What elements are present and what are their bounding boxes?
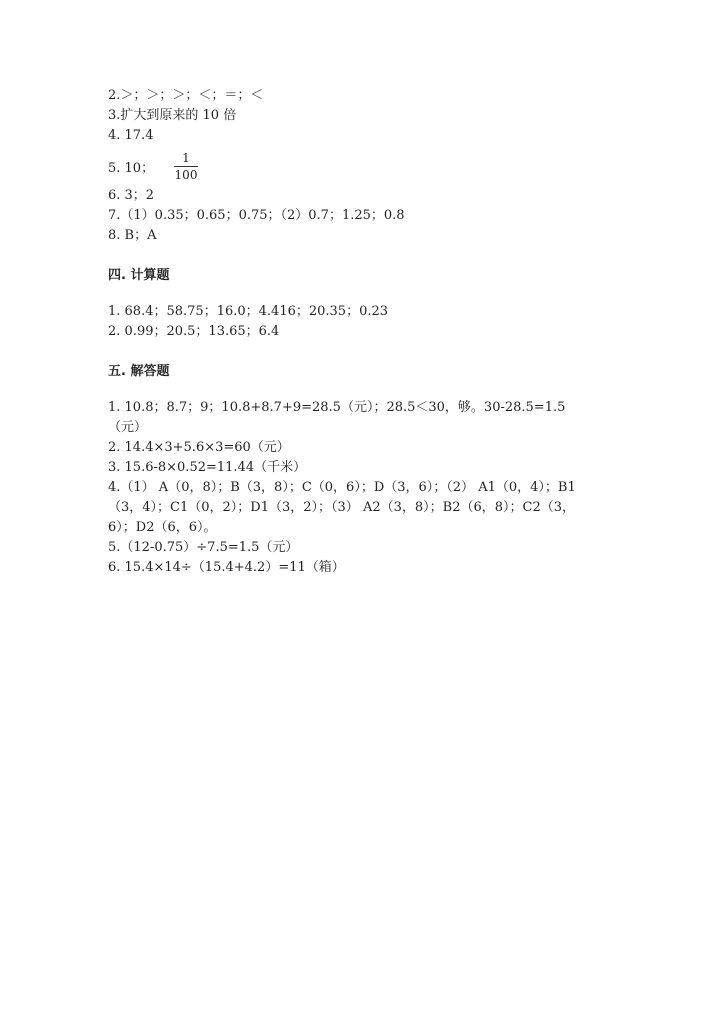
solution-item-3: 3. 15.6-8×0.52=11.44（千米） [108, 460, 307, 475]
calc-item-1: 1. 68.4；58.75；16.0；4.416；20.35；0.23 [108, 304, 389, 319]
fraction-bar [174, 166, 198, 167]
answer-item-3: 3.扩大到原来的 10 倍 [108, 108, 237, 123]
answer-item-5-label: 5. 10； [108, 160, 155, 176]
calc-item-2: 2. 0.99；20.5；13.65；6.4 [108, 324, 280, 339]
solution-item-6: 6. 15.4×14÷（15.4+4.2）=11（箱） [108, 560, 345, 575]
fraction-denominator: 100 [174, 167, 198, 182]
solution-item-1: 1. 10.8；8.7；9；10.8+8.7+9=28.5（元）；28.5＜30，够。30-28.5=1.5（元） [108, 400, 566, 435]
answer-item-2: 2.＞；＞；＞；＜；＝；＜ [108, 88, 264, 103]
solution-item-4: 4.（1） A（0，8）；B（3，8）；C（0，6）；D（3，6）；（2） A1（0，4）；B1（3，4）；C1（0，2）；D1（3，2）；（3） A2（3，8）；B2（6，8）；C2（3，6）；D2（6，6）。 [108, 480, 576, 535]
fraction-numerator: 1 [182, 150, 190, 165]
section-title-word-problems: 五. 解答题 [108, 364, 170, 379]
answer-item-5 [108, 148, 608, 184]
section-title-calculation: 四. 计算题 [108, 268, 170, 283]
fraction [174, 151, 198, 182]
answer-item-7: 7.（1）0.35；0.65；0.75；（2）0.7；1.25；0.8 [108, 208, 405, 223]
answer-item-4: 4. 17.4 [108, 128, 154, 143]
answer-page [108, 86, 608, 578]
answer-item-6: 6. 3；2 [108, 188, 155, 203]
solution-item-2: 2. 14.4×3+5.6×3=60（元） [108, 440, 290, 455]
solution-item-5: 5.（12-0.75）÷7.5=1.5（元） [108, 540, 299, 555]
answer-item-8: 8. B；A [108, 228, 157, 243]
